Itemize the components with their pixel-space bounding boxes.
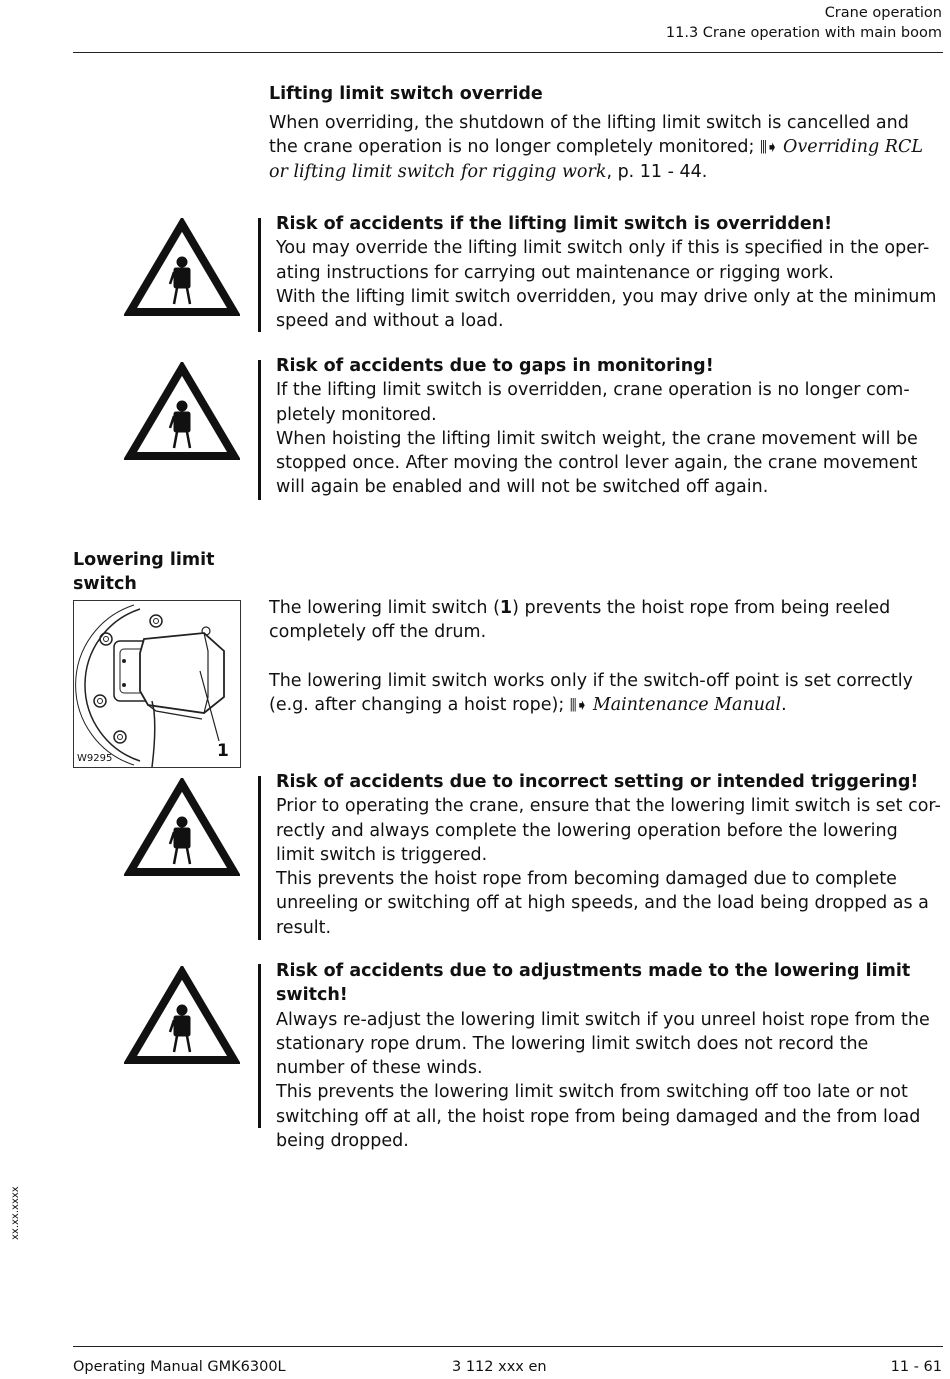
- lowering-paragraph-2: [269, 669, 943, 718]
- warning-line: limit switch is triggered.: [276, 844, 488, 865]
- header-section: 11.3 Crane operation with main boom: [665, 25, 942, 41]
- warning-line: pletely monitored.: [276, 404, 437, 425]
- warning-line: stationary rope drum. The lowering limit switch does not record the: [276, 1033, 869, 1054]
- lowering-p1-callout: 1: [499, 598, 513, 618]
- warning-triangle-person-icon: [124, 966, 240, 1066]
- warning-line: When hoisting the lifting limit switch weight, the crane movement will be: [276, 428, 918, 449]
- warning-line: ating instructions for carrying out maintenance or rigging work.: [276, 262, 834, 283]
- warning-line: speed and without a load.: [276, 311, 504, 332]
- override-heading: Lifting limit switch override: [269, 84, 543, 104]
- override-cross-reference-link[interactable]: Overriding RCL or lifting limit switch for rigging work: [269, 137, 923, 182]
- header-rule: [73, 52, 943, 53]
- limit-switch-illustration: [74, 601, 240, 767]
- warning-title: Risk of accidents if the lifting limit switch is overridden!: [276, 214, 833, 234]
- warning-title: Risk of accidents due to gaps in monitoring!: [276, 356, 714, 376]
- footer-page-number: 11 - 61: [890, 1359, 942, 1375]
- warning-bar: [258, 964, 261, 1128]
- warning-line: rectly and always complete the lowering operation before the lowering: [276, 820, 898, 841]
- warning-bar: [258, 360, 261, 500]
- warning-bar: [258, 218, 261, 332]
- cross-reference-arrow-icon: ⫼➧: [759, 138, 778, 157]
- warning-line: unreeling or switching off at high speeds, and the load being dropped as a: [276, 893, 929, 914]
- warning-bar: [258, 776, 261, 940]
- warning-triangle-person-icon: [124, 218, 240, 318]
- warning-line: Always re-adjust the lowering limit switch if you unreel hoist rope from the: [276, 1009, 930, 1030]
- lowering-p1-after: ) prevents the hoist rope from being reeled completely off the drum.: [269, 598, 891, 643]
- figure-code: W9295: [77, 753, 113, 764]
- warning-triangle-person-icon: [124, 362, 240, 462]
- footer-doc-number: 3 112 xxx en: [452, 1359, 547, 1375]
- document-date-code: xx.xx.xxxx: [10, 1186, 21, 1240]
- warning-line: switching off at all, the hoist rope from being damaged and the from load: [276, 1106, 921, 1127]
- warning-block-override: [276, 212, 944, 333]
- lowering-heading-line1: Lowering limit: [73, 550, 215, 570]
- warning-line: With the lifting limit switch overridden, you may drive only at the minimum: [276, 286, 937, 307]
- footer-rule: [73, 1346, 943, 1347]
- warning-line: stopped once. After moving the control lever again, the crane movement: [276, 453, 918, 474]
- lowering-side-heading: [73, 548, 253, 597]
- warning-line: result.: [276, 917, 332, 938]
- lowering-heading-line2: switch: [73, 574, 137, 595]
- warning-line: number of these winds.: [276, 1058, 483, 1079]
- override-text-before: When overriding, the shutdown of the lifting limit switch is cancelled and the crane operation is no longer completely monitored;: [269, 113, 909, 158]
- cross-reference-arrow-icon: ⫼➧: [569, 696, 588, 715]
- warning-block-adjustments: [276, 959, 944, 1153]
- warning-line: If the lifting limit switch is overridden, crane operation is no longer com-: [276, 380, 910, 401]
- maintenance-manual-link[interactable]: Maintenance Manual: [592, 695, 782, 716]
- override-text-after: , p. 11 - 44.: [606, 161, 708, 182]
- page-header: [666, 3, 942, 43]
- warning-line: Prior to operating the crane, ensure that the lowering limit switch is set cor-: [276, 796, 941, 817]
- footer-manual-title: Operating Manual GMK6300L: [73, 1359, 286, 1375]
- lowering-p2-after: .: [781, 695, 787, 716]
- warning-line: being dropped.: [276, 1131, 409, 1152]
- override-paragraph: [269, 111, 943, 184]
- warning-title: Risk of accidents due to adjustments made to the lowering limit switch!: [276, 961, 911, 1006]
- warning-line: This prevents the lowering limit switch from switching off too late or not: [276, 1082, 908, 1103]
- lowering-p2-before: The lowering limit switch works only if the switch-off point is set correctly (e.g. after changing a hoist rope);: [269, 671, 913, 716]
- warning-line: You may override the lifting limit switch only if this is specified in the oper-: [276, 238, 930, 259]
- lowering-paragraph-1: [269, 596, 943, 645]
- warning-block-monitoring: [276, 354, 944, 500]
- figure-callout-1: 1: [217, 741, 229, 761]
- warning-line: This prevents the hoist rope from becoming damaged due to complete: [276, 869, 897, 890]
- header-chapter: Crane operation: [824, 5, 942, 21]
- lowering-p1-before: The lowering limit switch (: [269, 598, 500, 618]
- warning-triangle-person-icon: [124, 778, 240, 878]
- warning-title: Risk of accidents due to incorrect setting or intended triggering!: [276, 772, 919, 792]
- lowering-limit-switch-figure: [73, 600, 241, 768]
- warning-line: will again be enabled and will not be switched off again.: [276, 477, 769, 498]
- warning-block-incorrect-setting: [276, 770, 944, 940]
